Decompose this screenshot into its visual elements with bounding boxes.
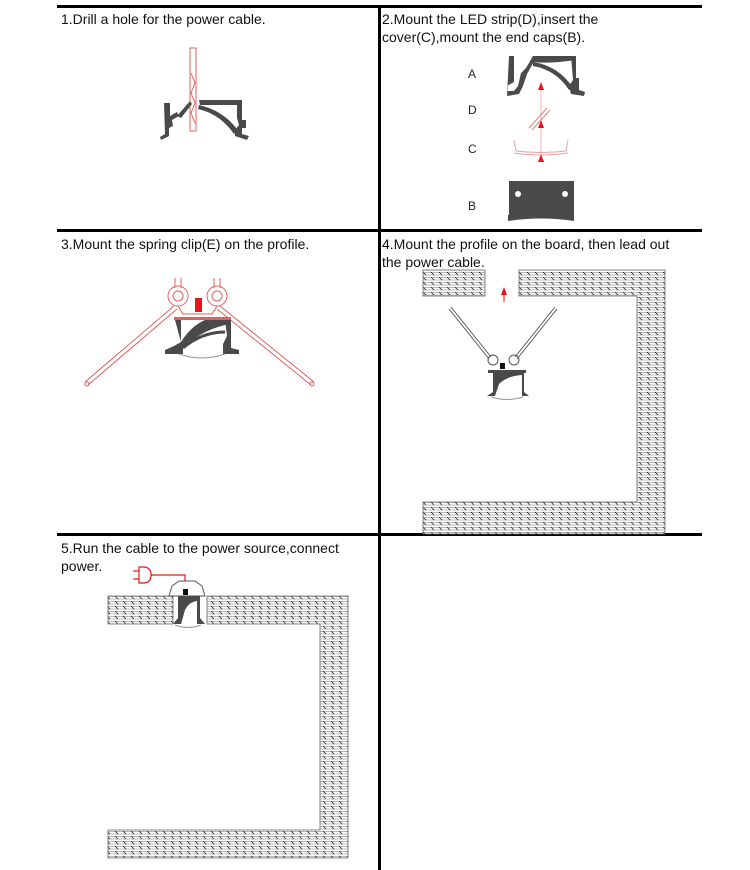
step-1-cell — [57, 8, 378, 229]
step-3-cell — [57, 232, 378, 533]
installed-profile-icon — [169, 581, 205, 628]
part-label-c: C — [468, 142, 477, 156]
step-3-figure — [57, 232, 378, 533]
aluminum-profile-icon — [165, 317, 239, 358]
step-2-cell — [381, 8, 702, 229]
step-2-figure — [381, 8, 702, 229]
profile-a-icon — [507, 56, 585, 96]
step-6-empty-cell — [381, 536, 702, 870]
step-5-figure — [57, 536, 378, 870]
part-label-d: D — [468, 103, 477, 117]
aluminum-profile-icon — [160, 100, 249, 140]
mounting-board-hatched — [423, 270, 665, 534]
mounting-board-hatched — [108, 596, 348, 858]
cable-lead-arrow-icon — [501, 287, 507, 302]
step-2-caption-line-2: cover(C),mount the end caps(B). — [382, 29, 586, 45]
aluminum-profile-icon — [487, 363, 529, 400]
clip-screw-icon — [195, 298, 202, 312]
step-4-figure — [381, 232, 702, 533]
step-4-caption-line-1: 4.Mount the profile on the board, then lead out — [382, 236, 670, 252]
step-2-caption-line-1: 2.Mount the LED strip(D),insert the — [382, 11, 599, 27]
step-1-caption: 1.Drill a hole for the power cable. — [61, 11, 266, 27]
part-label-a: A — [468, 67, 477, 81]
step-4-cell — [381, 232, 702, 533]
step-1-figure — [57, 8, 378, 208]
step-5-cell — [57, 536, 378, 870]
spring-clip-arms-icon — [449, 307, 557, 365]
step-3-caption: 3.Mount the spring clip(E) on the profile. — [61, 236, 310, 252]
part-label-b: B — [468, 199, 477, 213]
drill-bit-icon — [190, 48, 196, 131]
end-cap-b-icon — [508, 181, 574, 221]
step-5-caption-line-2: power. — [61, 558, 103, 574]
step-4-caption-line-2: the power cable. — [382, 254, 485, 270]
step-5-caption-line-1: 5.Run the cable to the power source,connect — [61, 540, 339, 556]
